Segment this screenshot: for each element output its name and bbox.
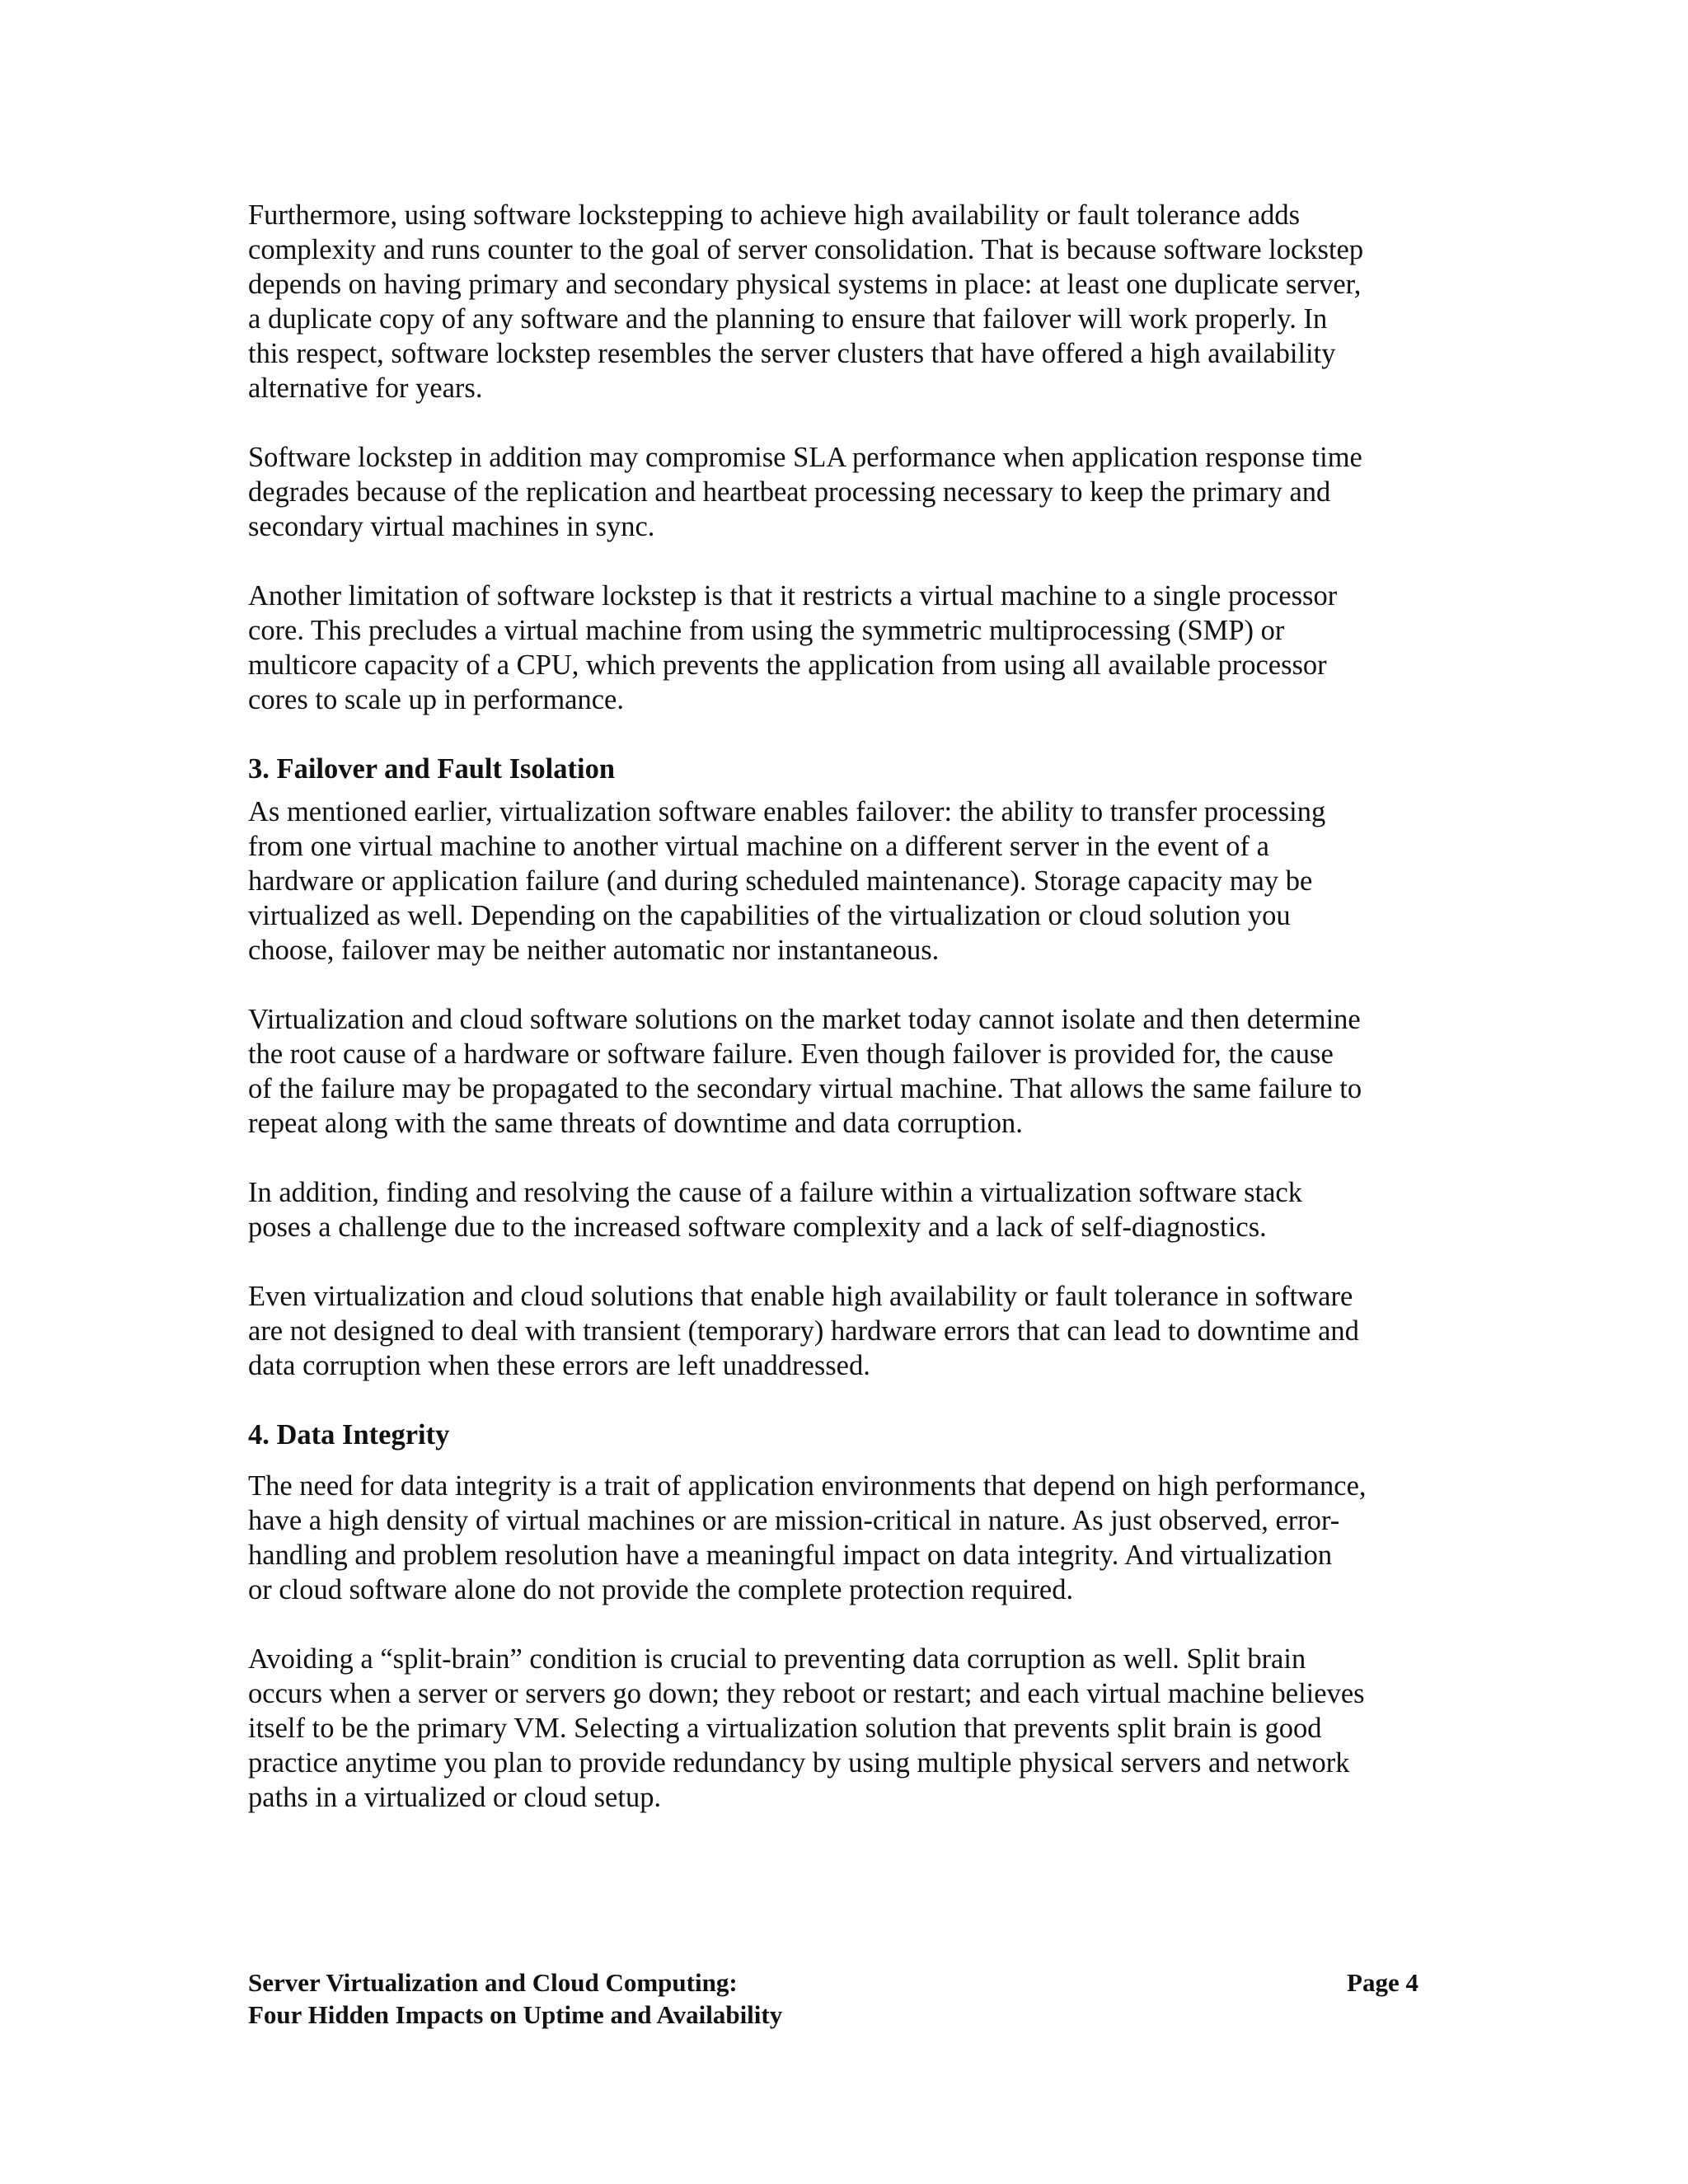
text-line: this respect, software lockstep resembles the server clusters that have offered a high availability — [248, 338, 1336, 369]
text-line: are not designed to deal with transient (temporary) hardware errors that can lead to downtime and — [248, 1315, 1359, 1347]
section-heading — [248, 752, 1460, 786]
heading-text: 4. Data Integrity — [248, 1419, 450, 1451]
page-footer — [248, 1966, 1418, 2031]
section-heading — [248, 1418, 1460, 1452]
text-line: multicore capacity of a CPU, which prevents the application from using all available processor — [248, 649, 1327, 681]
text-line: practice anytime you plan to provide redundancy by using multiple physical servers and network — [248, 1747, 1350, 1779]
paragraph — [248, 794, 1460, 968]
paragraph — [248, 1175, 1460, 1244]
footer-title-line: Server Virtualization and Cloud Computing: — [248, 1968, 738, 1997]
text-line: As mentioned earlier, virtualization software enables failover: the ability to transfer processing — [248, 796, 1326, 827]
footer-title-line: Four Hidden Impacts on Uptime and Availability — [248, 2000, 783, 2029]
page-body — [248, 198, 1460, 1849]
text-line: choose, failover may be neither automatic nor instantaneous. — [248, 935, 940, 966]
text-line: The need for data integrity is a trait of application environments that depend on high performance, — [248, 1470, 1367, 1502]
paragraph — [248, 440, 1460, 544]
text-line: handling and problem resolution have a meaningful impact on data integrity. And virtualization — [248, 1540, 1333, 1571]
paragraph — [248, 1002, 1460, 1141]
text-line: repeat along with the same threats of downtime and data corruption. — [248, 1108, 1023, 1139]
text-line: or cloud software alone do not provide the complete protection required. — [248, 1574, 1074, 1605]
text-line: poses a challenge due to the increased software complexity and a lack of self-diagnostics. — [248, 1212, 1267, 1243]
text-line: from one virtual machine to another virtual machine on a different server in the event of a — [248, 831, 1269, 862]
text-line: Even virtualization and cloud solutions that enable high availability or fault tolerance in software — [248, 1281, 1353, 1312]
paragraph — [248, 198, 1460, 405]
heading-text: 3. Failover and Fault Isolation — [248, 753, 616, 785]
text-line: complexity and runs counter to the goal of server consolidation. That is because software lockstep — [248, 234, 1364, 265]
text-line: cores to scale up in performance. — [248, 684, 624, 715]
text-line: have a high density of virtual machines or are mission-critical in nature. As just observed, error- — [248, 1505, 1340, 1536]
text-line: the root cause of a hardware or software failure. Even though failover is provided for, the cause — [248, 1038, 1334, 1070]
paragraph — [248, 1279, 1460, 1383]
text-line: alternative for years. — [248, 373, 483, 404]
text-line: Furthermore, using software lockstepping to achieve high availability or fault tolerance adds — [248, 199, 1301, 231]
text-line: hardware or application failure (and during scheduled maintenance). Storage capacity may be — [248, 865, 1313, 897]
text-line: core. This precludes a virtual machine from using the symmetric multiprocessing (SMP) or — [248, 615, 1285, 646]
paragraph — [248, 1469, 1460, 1607]
text-line: itself to be the primary VM. Selecting a virtualization solution that prevents split brain is good — [248, 1713, 1322, 1744]
text-line: secondary virtual machines in sync. — [248, 511, 655, 542]
page-number: Page 4 — [1347, 1968, 1418, 1997]
text-line: Virtualization and cloud software solutions on the market today cannot isolate and then determine — [248, 1004, 1361, 1035]
text-line: Avoiding a “split-brain” condition is crucial to preventing data corruption as well. Split brain — [248, 1643, 1306, 1675]
text-line: of the failure may be propagated to the secondary virtual machine. That allows the same failure to — [248, 1073, 1362, 1104]
paragraph — [248, 1642, 1460, 1815]
text-line: a duplicate copy of any software and the planning to ensure that failover will work properly. In — [248, 303, 1328, 335]
text-line: In addition, finding and resolving the cause of a failure within a virtualization software stack — [248, 1177, 1302, 1208]
text-line: virtualized as well. Depending on the capabilities of the virtualization or cloud solution you — [248, 900, 1291, 931]
footer-document-title — [248, 1966, 1418, 2031]
text-line: data corruption when these errors are left unaddressed. — [248, 1350, 870, 1381]
text-line: depends on having primary and secondary physical systems in place: at least one duplicate server, — [248, 269, 1362, 300]
text-line: degrades because of the replication and heartbeat processing necessary to keep the primary and — [248, 476, 1331, 508]
paragraph — [248, 579, 1460, 717]
text-line: paths in a virtualized or cloud setup. — [248, 1782, 662, 1813]
text-line: Software lockstep in addition may compromise SLA performance when application response time — [248, 442, 1362, 473]
text-line: Another limitation of software lockstep is that it restricts a virtual machine to a single processor — [248, 580, 1338, 612]
text-line: occurs when a server or servers go down; they reboot or restart; and each virtual machine believes — [248, 1678, 1365, 1709]
